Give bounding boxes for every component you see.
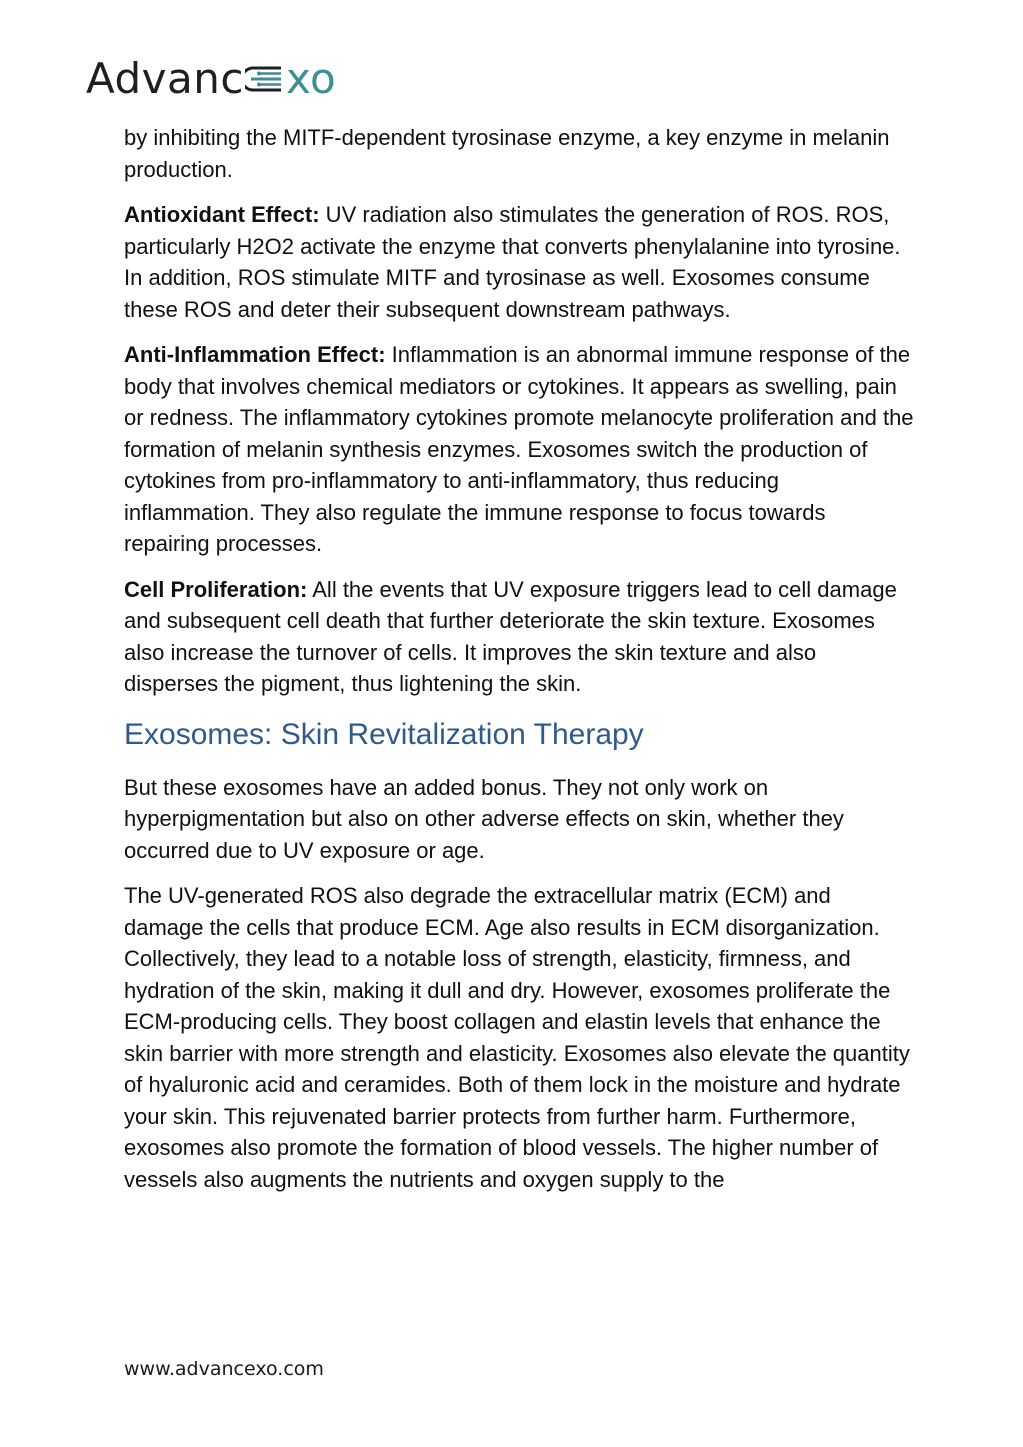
inflammation-text: Inflammation is an abnormal immune response of the body that involves chemical mediators or cytokines. It appears as swelling, pain or redness. The inflammatory cytokines promote melanocyte proliferation and the formation of melanin synthesis enzymes. Exosomes switch the production of cytokines from pro-inflammatory to anti-inflammatory, thus reducing inflammation. They also regulate the immune response to focus towards repairing processes. (124, 342, 914, 556)
footer-url: www.advancexo.com (124, 1358, 324, 1380)
paragraph-cell-proliferation (124, 574, 914, 700)
paragraph-anti-inflammation (124, 339, 914, 560)
logo-text-left: Advanc (86, 54, 244, 103)
logo-text-right: xo (285, 54, 337, 103)
paragraph-continuation: by inhibiting the MITF-dependent tyrosinase enzyme, a key enzyme in melanin production. (124, 125, 890, 182)
paragraph-antioxidant (124, 199, 914, 325)
antioxidant-title: Antioxidant Effect: (124, 202, 320, 227)
antioxidant-text: UV radiation also stimulates the generation of ROS. ROS, particularly H2O2 activate the enzyme that converts phenylalanine into tyrosine. In addition, ROS stimulate MITF and tyrosinase as well. Exosomes consume these ROS and deter their subsequent downstream pathways. (124, 202, 901, 322)
document-body (124, 122, 914, 1209)
logo-e-mark-icon (245, 64, 285, 94)
proliferation-text: All the events that UV exposure triggers lead to cell damage and subsequent cell death that further deteriorate the skin texture. Exosomes also increase the turnover of cells. It improves the skin texture and also disperses the pigment, thus lightening the skin. (124, 576, 897, 696)
inflammation-title: Anti-Inflammation Effect: (124, 342, 386, 367)
brand-logo (86, 56, 336, 102)
paragraph-ecm: The UV-generated ROS also degrade the extracellular matrix (ECM) and damage the cells that produce ECM. Age also results in ECM disorganization. Collectively, they lead to a notable loss of strength, elasticity, firmness, and hydration of the skin, making it dull and dry. However, exosomes proliferate the ECM-producing cells. They boost collagen and elastin levels that enhance the skin barrier with more strength and elasticity. Exosomes also elevate the quantity of hyaluronic acid and ceramides. Both of them lock in the moisture and hydrate your skin. This rejuvenated barrier protects from further harm. Furthermore, exosomes also promote the formation of blood vessels. The higher number of vessels also augments the nutrients and oxygen supply to the (124, 883, 910, 1192)
paragraph-added-bonus: But these exosomes have an added bonus. They not only work on hyperpigmentation but also on other adverse effects on skin, whether they occurred due to UV exposure or age. (124, 774, 844, 863)
section-heading: Exosomes: Skin Revitalization Therapy (124, 717, 644, 751)
proliferation-title: Cell Proliferation: (124, 576, 308, 602)
